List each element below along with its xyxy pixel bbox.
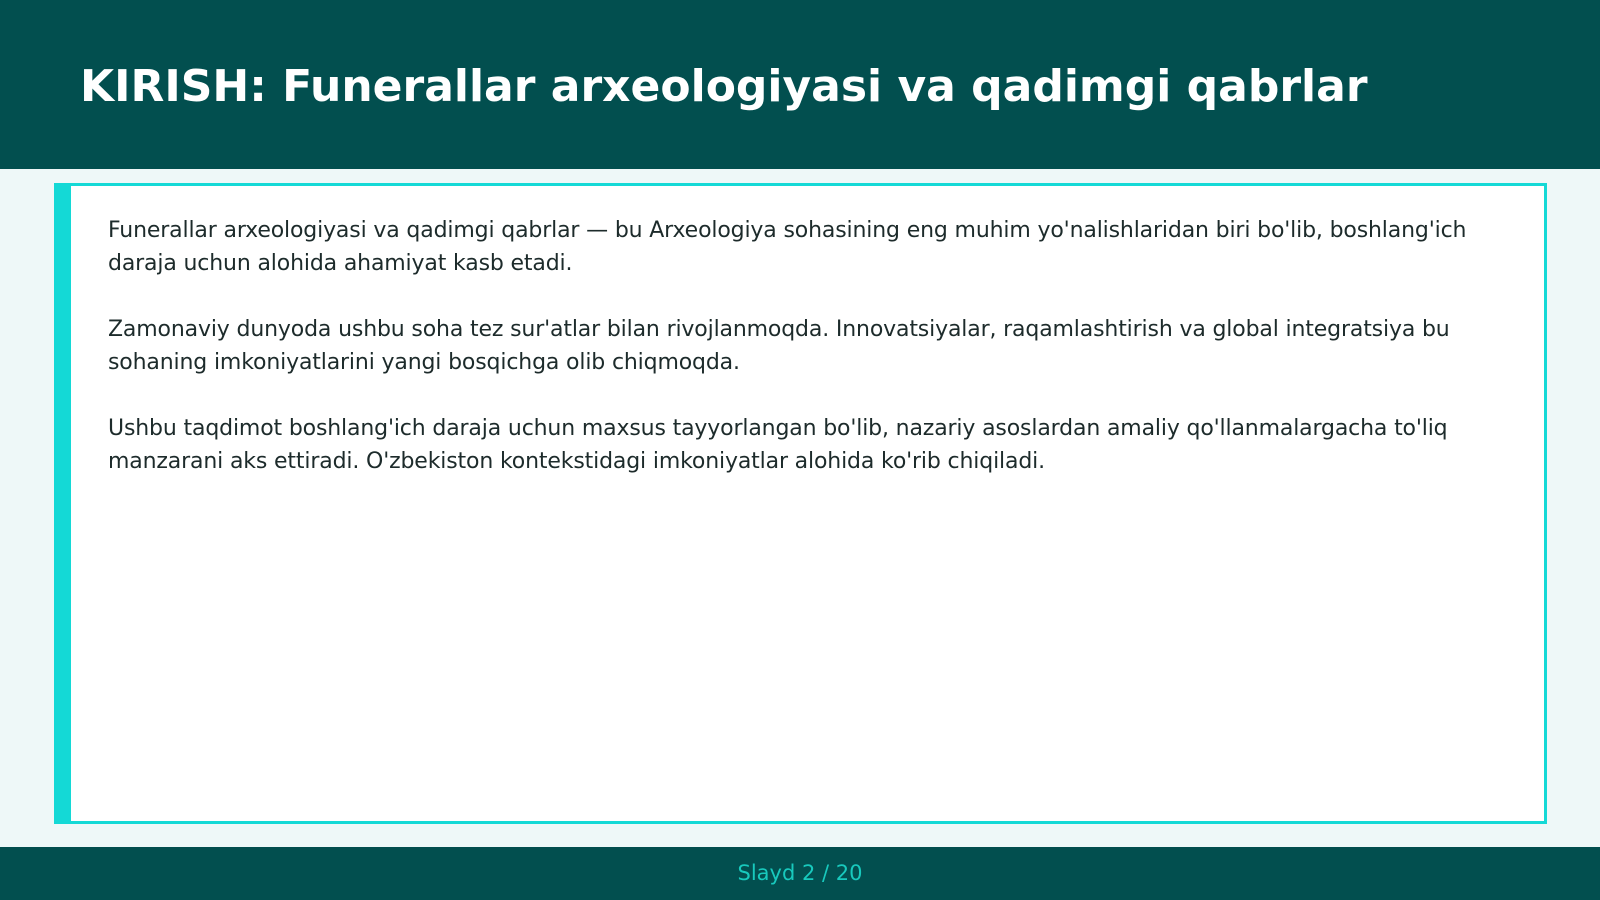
slide-title: KIRISH: Funerallar arxeologiyasi va qadimgi qabrlar [80,61,1368,112]
slide-header [0,0,1600,169]
paragraph-2: Zamonaviy dunyoda ushbu soha tez sur'atlar bilan rivojlanmoqda. Innovatsiyalar, raqamlashtirish va global integratsiya bu sohaning imkoniyatlarini yangi bosqichga olib chiqmoqda. [108,317,1450,375]
slide-counter: Slayd 2 / 20 [737,861,863,885]
paragraph-1: Funerallar arxeologiyasi va qadimgi qabrlar — bu Arxeologiya sohasining eng muhim yo'nalishlaridan biri bo'lib, boshlang'ich daraja uchun alohida ahamiyat kasb etadi. [108,218,1467,276]
content-text [108,214,1508,511]
paragraph-3: Ushbu taqdimot boshlang'ich daraja uchun maxsus tayyorlangan bo'lib, nazariy asoslardan amaliy qo'llanmalargacha to'liq manzarani aks ettiradi. O'zbekiston kontekstidagi imkoniyatlar alohida ko'rib chiqiladi. [108,416,1448,474]
content-card [54,183,1547,824]
slide-footer [0,847,1600,900]
